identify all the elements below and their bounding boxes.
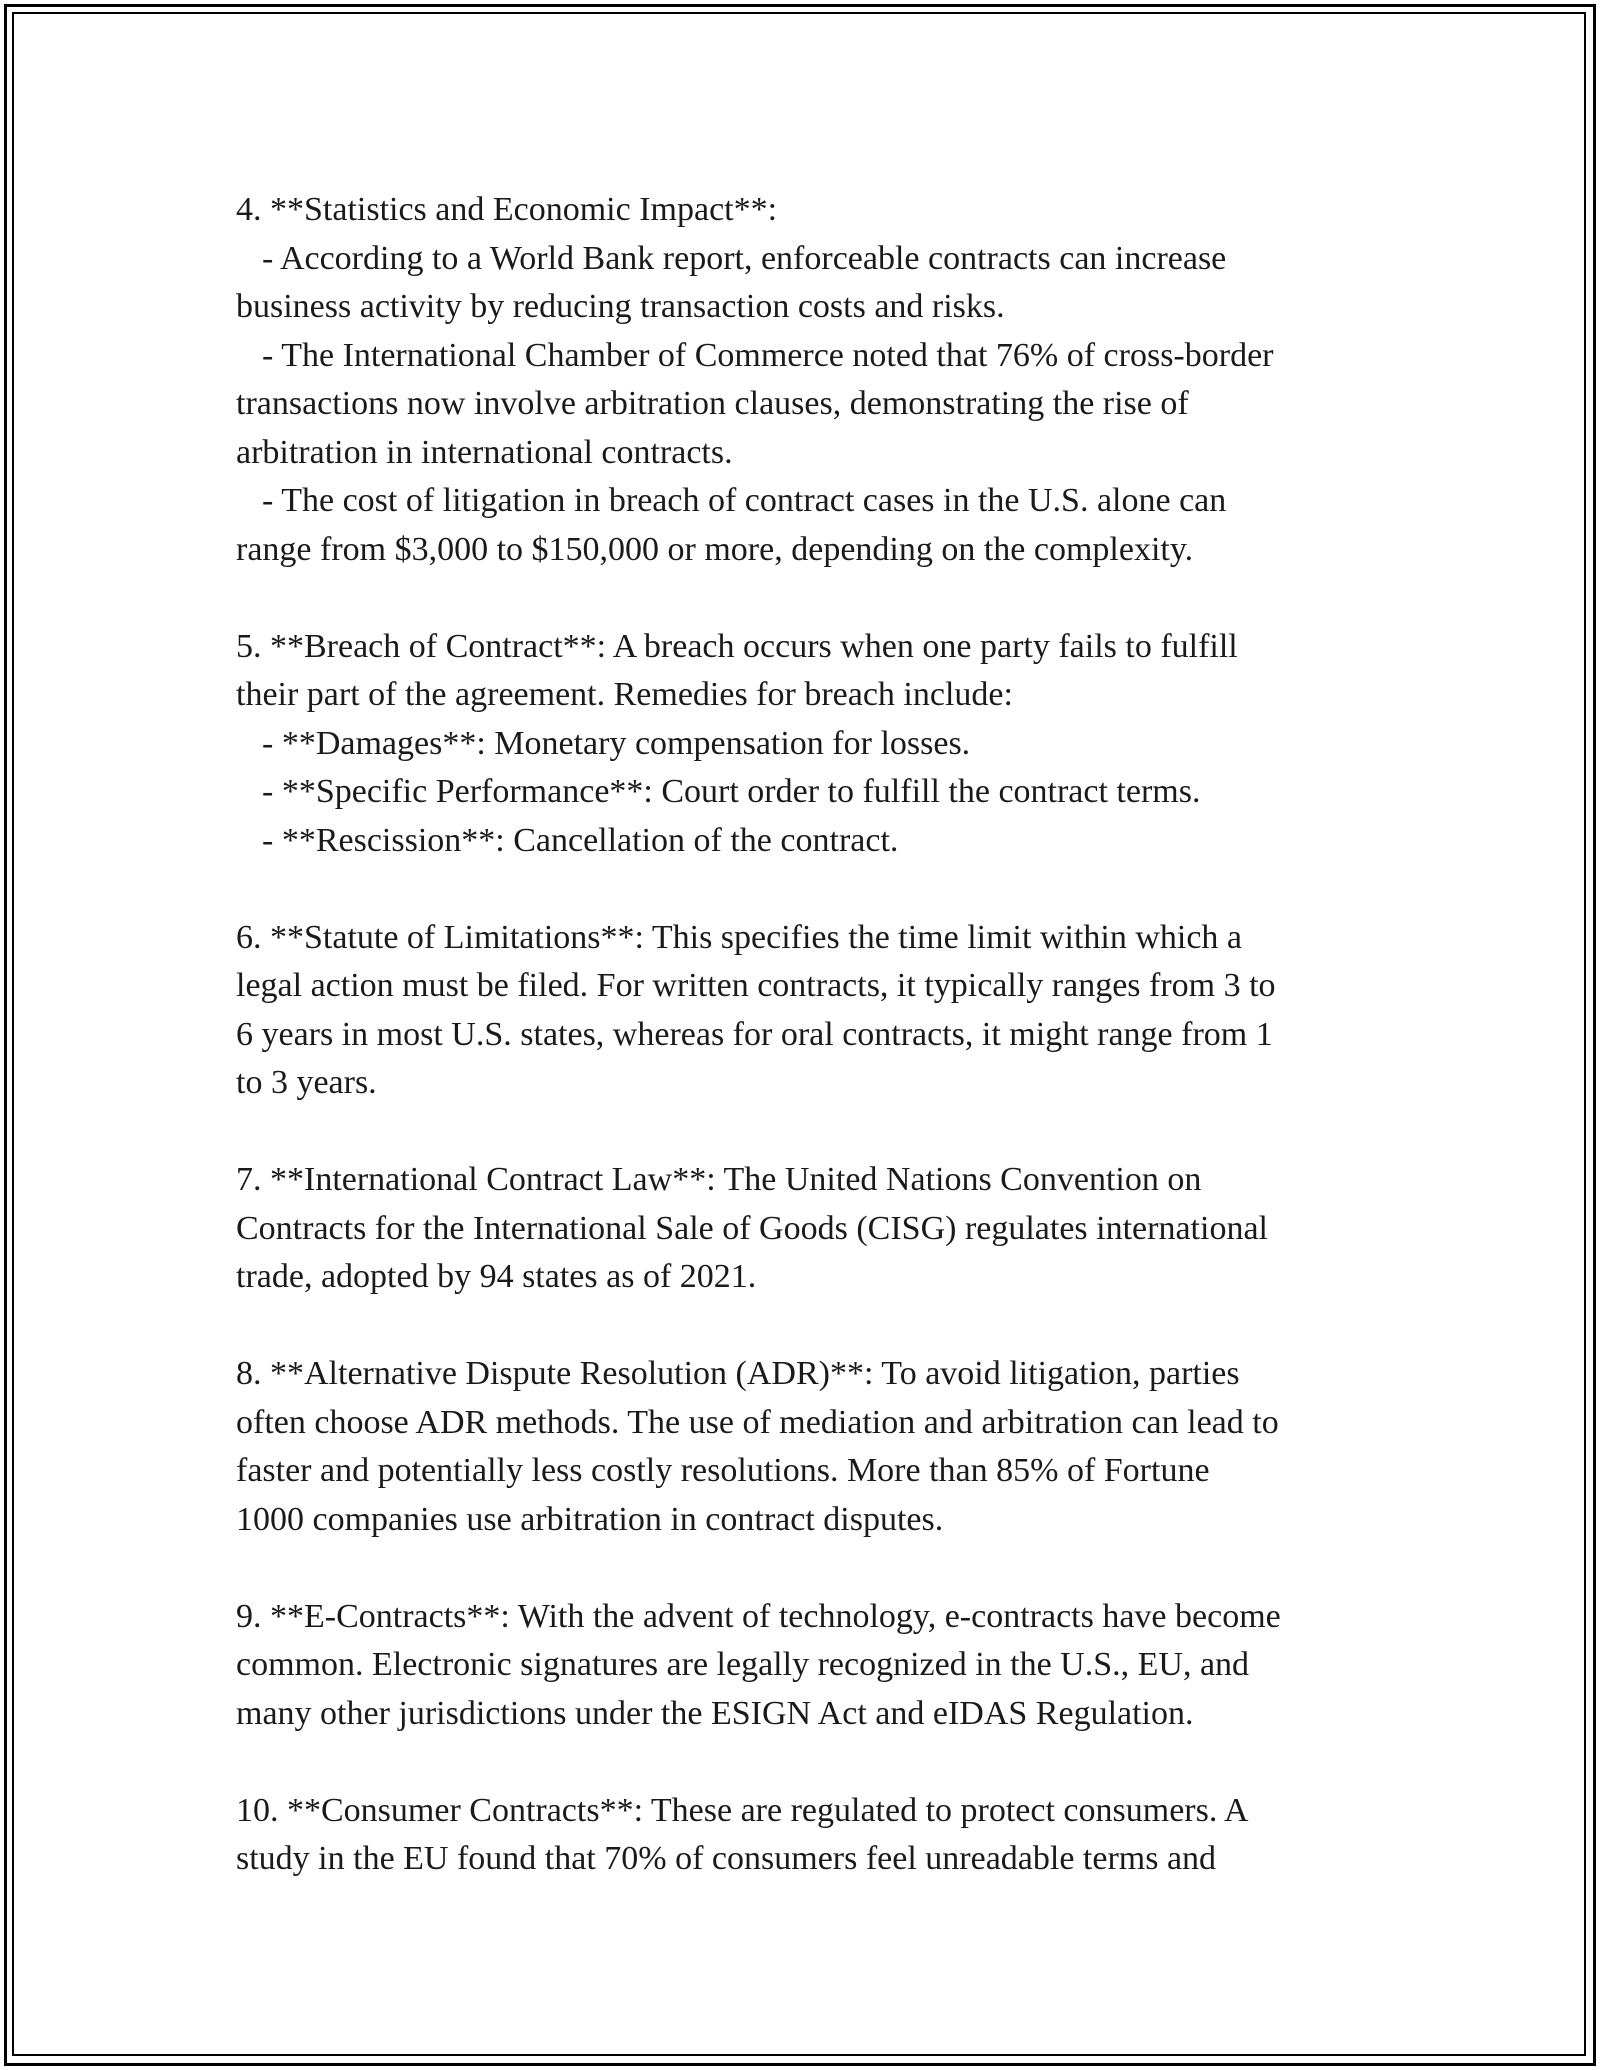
- bullet-line: - The International Chamber of Commerce noted that 76% of cross-border: [262, 336, 1274, 374]
- bullet-item: [236, 768, 1396, 817]
- paragraph-line: common. Electronic signatures are legally recognized in the U.S., EU, and: [236, 1646, 1250, 1683]
- bullet-line: - **Damages**: Monetary compensation for losses.: [262, 724, 971, 762]
- section-7: [236, 1156, 1396, 1302]
- section-4: [236, 186, 1396, 574]
- paragraph-line: study in the EU found that 70% of consumers feel unreadable terms and: [236, 1840, 1217, 1877]
- paragraph-line: faster and potentially less costly resolutions. More than 85% of Fortune: [236, 1452, 1210, 1489]
- bullet-line: - **Rescission**: Cancellation of the contract.: [262, 821, 899, 859]
- paragraph-line: legal action must be filed. For written contracts, it typically ranges from 3 to: [236, 967, 1276, 1004]
- paragraph-line: often choose ADR methods. The use of mediation and arbitration can lead to: [236, 1403, 1279, 1441]
- section-heading: 4. **Statistics and Economic Impact**:: [236, 191, 778, 228]
- paragraph-line: 8. **Alternative Dispute Resolution (ADR)**: To avoid litigation, parties: [236, 1355, 1240, 1392]
- section-5: [236, 623, 1396, 866]
- bullet-line: - According to a World Bank report, enforceable contracts can increase: [262, 239, 1227, 277]
- bullet-line: business activity by reducing transaction costs and risks.: [236, 288, 1005, 325]
- section-6: [236, 914, 1396, 1108]
- bullet-line: - The cost of litigation in breach of contract cases in the U.S. alone can: [262, 482, 1227, 519]
- paragraph-line: many other jurisdictions under the ESIGN Act and eIDAS Regulation.: [236, 1694, 1194, 1732]
- paragraph-line: trade, adopted by 94 states as of 2021.: [236, 1258, 757, 1295]
- section-8: [236, 1350, 1396, 1544]
- paragraph-line: to 3 years.: [236, 1064, 377, 1101]
- paragraph-line: 6. **Statute of Limitations**: This specifies the time limit within which a: [236, 918, 1243, 956]
- document-body: [236, 186, 1396, 1884]
- bullet-line: - **Specific Performance**: Court order to fulfill the contract terms.: [262, 773, 1201, 810]
- section-9: [236, 1593, 1396, 1739]
- paragraph-line: 5. **Breach of Contract**: A breach occurs when one party fails to fulfill: [236, 627, 1238, 665]
- bullet-item: [236, 477, 1396, 574]
- section-10: [236, 1787, 1396, 1884]
- paragraph-line: 10. **Consumer Contracts**: These are regulated to protect consumers. A: [236, 1791, 1249, 1829]
- bullet-item: [236, 817, 1396, 866]
- paragraph-line: 7. **International Contract Law**: The United Nations Convention on: [236, 1161, 1202, 1198]
- bullet-item: [236, 332, 1396, 478]
- bullet-line: arbitration in international contracts.: [236, 433, 733, 471]
- bullet-item: [236, 720, 1396, 769]
- paragraph-line: their part of the agreement. Remedies for breach include:: [236, 676, 1013, 713]
- paragraph-line: 1000 companies use arbitration in contract disputes.: [236, 1500, 944, 1538]
- paragraph-line: 6 years in most U.S. states, whereas for oral contracts, it might range from 1: [236, 1015, 1273, 1053]
- bullet-line: transactions now involve arbitration clauses, demonstrating the rise of: [236, 385, 1189, 422]
- paragraph-line: Contracts for the International Sale of Goods (CISG) regulates international: [236, 1209, 1268, 1247]
- paragraph-line: 9. **E-Contracts**: With the advent of technology, e-contracts have become: [236, 1597, 1281, 1635]
- bullet-item: [236, 235, 1396, 332]
- bullet-line: range from $3,000 to $150,000 or more, depending on the complexity.: [236, 530, 1194, 568]
